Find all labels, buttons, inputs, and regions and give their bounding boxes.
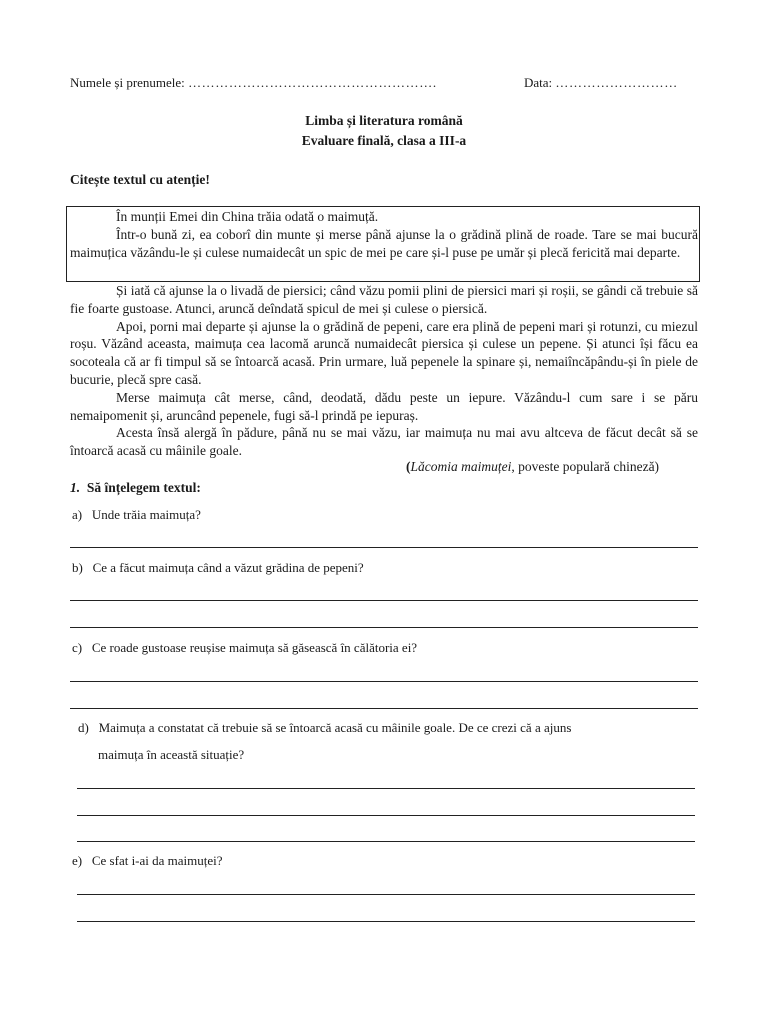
date-label: Data: bbox=[524, 75, 553, 90]
question-letter: a) bbox=[72, 507, 83, 522]
question-letter: d) bbox=[78, 720, 89, 735]
story-text-boxed bbox=[70, 208, 698, 261]
question-e bbox=[72, 853, 223, 869]
story-paragraph-4: Apoi, porni mai departe și ajunse la o grădină de pepeni, care era plină de pepeni mari și rotunzi, cu miezul roșu. Văzând aceasta, maimuța cea lacomă aruncă numaidecât piersica și culese un pepene. Și atunci își făcu ea socoteala că ar fi timpul să se întoarcă acasă. Prin urmare, luă pepenele la spinare și, nemaiîncăpându-și în piele de bucurie, plecă spre casă. bbox=[70, 318, 698, 387]
answer-line[interactable] bbox=[77, 894, 695, 895]
question-text: Maimuța a constatat că trebuie să se întoarcă acasă cu mâinile goale. De ce crezi că a ajuns bbox=[98, 720, 572, 735]
section-heading bbox=[70, 480, 201, 496]
question-d bbox=[78, 720, 571, 736]
date-field bbox=[524, 75, 678, 91]
instruction-text: Citește textul cu atenție! bbox=[70, 172, 210, 187]
question-b bbox=[72, 560, 364, 576]
name-label: Numele și prenumele: bbox=[70, 75, 185, 90]
answer-line[interactable] bbox=[70, 547, 698, 548]
answer-line[interactable] bbox=[77, 921, 695, 922]
question-text: Unde trăia maimuța? bbox=[91, 507, 201, 522]
subject-title: Limba și literatura română bbox=[305, 113, 463, 128]
question-d-continued: maimuța în această situație? bbox=[98, 747, 245, 762]
section-number: 1. bbox=[70, 480, 81, 495]
answer-line[interactable] bbox=[77, 788, 695, 789]
story-paragraph-6: Acesta însă alergă în pădure, până nu se mai văzu, iar maimuța nu mai avu altceva de făcut decât să se întoarcă acasă cu mâinile goale. bbox=[70, 425, 698, 459]
answer-line[interactable] bbox=[77, 841, 695, 842]
story-text bbox=[70, 282, 698, 460]
story-paragraph-5: Merse maimuța cât merse, când, deodată, dădu peste un iepure. Văzându-l cum sare i se păru nemaipomenit și, aruncând pepenele, fugi să-l prindă pe iepuraș. bbox=[70, 389, 698, 423]
story-source-rest: , poveste populară chineză) bbox=[511, 459, 660, 474]
question-text: Ce sfat i-ai da maimuței? bbox=[91, 853, 223, 868]
story-paragraph-1: În munții Emei din China trăia odată o maimuță. bbox=[116, 209, 379, 224]
question-c bbox=[72, 640, 417, 656]
story-paragraph-2: Într-o bună zi, ea coborî din munte și merse până ajunse la o grădină plină de roade. Tare se mai bucură maimuțica văzându-le și culese numaidecât un spic de mei pe care și-l puse pe umăr și plecă fericită mai departe. bbox=[70, 226, 698, 260]
story-paragraph-3: Și iată că ajunse la o livadă de piersici; când văzu pomii plini de piersici mari și roșii, se gândi că trebuie să fie foarte gustoase. Atunci, aruncă deîndată spicul de mei și culese o piersică. bbox=[70, 283, 698, 316]
question-letter: e) bbox=[72, 853, 83, 868]
question-text: Ce roade gustoase reușise maimuța să găsească în călătoria ei? bbox=[91, 640, 418, 655]
question-text: Ce a făcut maimuța când a văzut grădina de pepeni? bbox=[92, 560, 364, 575]
answer-line[interactable] bbox=[70, 627, 698, 628]
story-source-title: Lăcomia maimuței bbox=[410, 459, 512, 474]
section-title: Să înțelegem textul: bbox=[86, 480, 201, 495]
exam-title: Evaluare finală, clasa a III-a bbox=[301, 133, 467, 148]
story-source: (Lăcomia maimuței, poveste populară chineză) bbox=[406, 459, 660, 474]
name-field bbox=[70, 75, 437, 91]
date-dots[interactable]: ……………………… bbox=[555, 75, 678, 90]
answer-line[interactable] bbox=[70, 600, 698, 601]
question-a bbox=[72, 507, 201, 523]
answer-line[interactable] bbox=[70, 708, 698, 709]
question-letter: b) bbox=[72, 560, 83, 575]
answer-line[interactable] bbox=[70, 681, 698, 682]
question-letter: c) bbox=[72, 640, 83, 655]
name-dots[interactable]: ………………………………………………. bbox=[188, 75, 437, 90]
answer-line[interactable] bbox=[77, 815, 695, 816]
